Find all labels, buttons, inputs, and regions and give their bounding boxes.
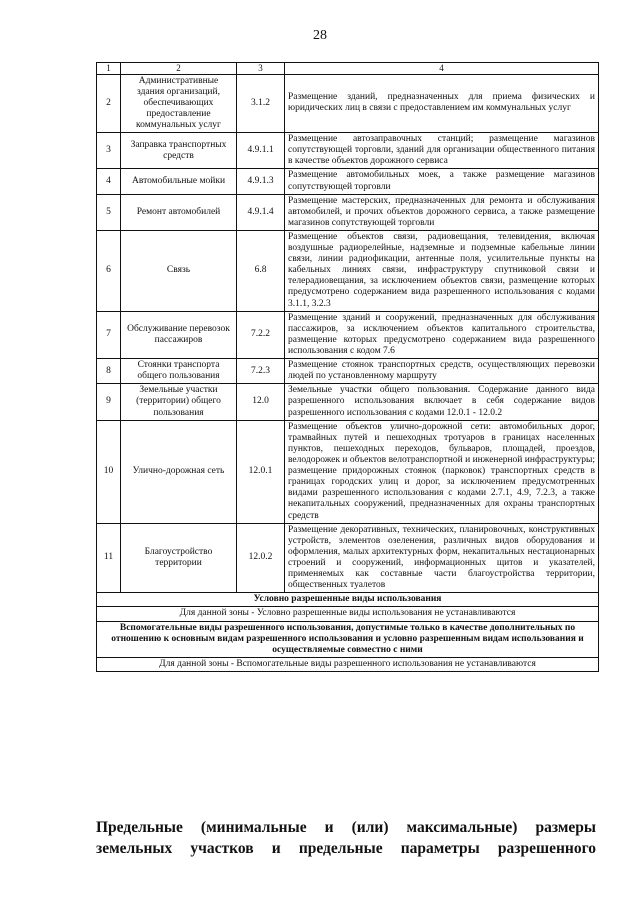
use-name: Связь	[121, 230, 237, 311]
use-name: Административные здания организаций, обеспечивающих предоставление коммунальных услуг	[121, 74, 237, 133]
use-description: Размещение зданий и сооружений, предназначенных для обслуживания пассажиров, за исключением объектов капитального строительства, размещение которых предусмотрено содержанием вида разрешенного использования с кодом 7.6	[285, 311, 599, 358]
use-name: Земельные участки (территории) общего пользования	[121, 384, 237, 420]
row-number: 4	[97, 169, 121, 194]
auxiliary-note-row	[97, 657, 599, 671]
use-name: Улично-дорожная сеть	[121, 420, 237, 523]
use-name: Автомобильные мойки	[121, 169, 237, 194]
row-number: 3	[97, 133, 121, 169]
use-description: Размещение зданий, предназначенных для приема физических и юридических лиц в связи с предоставлением им коммунальных услуг	[285, 74, 599, 133]
header-col-1: 1	[97, 63, 121, 75]
table-row	[97, 230, 599, 311]
auxiliary-heading-row	[97, 621, 599, 657]
table-row	[97, 133, 599, 169]
row-number: 11	[97, 523, 121, 593]
header-col-3: 3	[237, 63, 285, 75]
use-code: 4.9.1.4	[237, 194, 285, 230]
section-heading-line-1: Предельные (минимальные и (или) максимальные) размеры	[96, 819, 596, 836]
table-row	[97, 169, 599, 194]
use-description: Размещение автозаправочных станций; размещение магазинов сопутствующей торговли, зданий для организации общественного питания в качестве объектов дорожного сервиса	[285, 133, 599, 169]
table-row	[97, 420, 599, 523]
use-description: Размещение автомобильных моек, а также размещение магазинов сопутствующей торговли	[285, 169, 599, 194]
conditional-note-row	[97, 607, 599, 621]
row-number: 5	[97, 194, 121, 230]
section-heading-line-2: земельных участков и предельные параметры разрешенного	[96, 839, 596, 857]
use-name: Благоустройство территории	[121, 523, 237, 593]
table-row	[97, 523, 599, 593]
use-description: Размещение декоративных, технических, планировочных, конструктивных устройств, элементов озеленения, различных видов оборудования и оформления, малых архитектурных форм, некапитальных нестационарных строений и сооружений, информационных щитов и указателей, применяемых как составные части благоустройства территории, общественных туалетов	[285, 523, 599, 593]
use-code: 7.2.3	[237, 359, 285, 384]
page-number: 28	[313, 28, 327, 43]
auxiliary-note: Для данной зоны - Вспомогательные виды разрешенного использования не устанавливаются	[97, 657, 599, 671]
header-col-2: 2	[121, 63, 237, 75]
use-name: Стоянки транспорта общего пользования	[121, 359, 237, 384]
row-number: 10	[97, 420, 121, 523]
use-code: 4.9.1.3	[237, 169, 285, 194]
row-number: 7	[97, 311, 121, 358]
use-name: Заправка транспортных средств	[121, 133, 237, 169]
row-number: 6	[97, 230, 121, 311]
table-row	[97, 311, 599, 358]
conditional-note: Для данной зоны - Условно разрешенные виды использования не устанавливаются	[97, 607, 599, 621]
table-row	[97, 359, 599, 384]
use-name: Обслуживание перевозок пассажиров	[121, 311, 237, 358]
use-code: 12.0.2	[237, 523, 285, 593]
land-use-table	[96, 62, 599, 672]
row-number: 8	[97, 359, 121, 384]
use-description: Размещение мастерских, предназначенных для ремонта и обслуживания автомобилей, и прочих объектов дорожного сервиса, а также размещение магазинов сопутствующей торговли	[285, 194, 599, 230]
use-name: Ремонт автомобилей	[121, 194, 237, 230]
use-code: 12.0	[237, 384, 285, 420]
conditional-heading-row	[97, 593, 599, 607]
conditional-heading: Условно разрешенные виды использования	[97, 593, 599, 607]
use-description: Размещение стоянок транспортных средств, осуществляющих перевозки людей по установленному маршруту	[285, 359, 599, 384]
use-description: Земельные участки общего пользования. Содержание данного вида разрешенного использования включает в себя содержание видов разрешенного использования с кодами 12.0.1 - 12.0.2	[285, 384, 599, 420]
auxiliary-heading: Вспомогательные виды разрешенного использования, допустимые только в качестве дополнительных по отношению к основным видам разрешенного использования и условно разрешенным видам использования и осуществляемые совместно с ними	[97, 621, 599, 657]
header-col-4: 4	[285, 63, 599, 75]
table-row	[97, 74, 599, 133]
use-description: Размещение объектов связи, радиовещания, телевидения, включая воздушные радиорелейные, надземные и подземные кабельные линии связи, линии радиофикации, антенные поля, усилительные пункты на кабельных линиях связи, инфраструктуру спутниковой связи и телерадиовещания, за исключением объектов связи, размещение которых предусмотрено содержанием вида разрешенного использования с кодами 3.1.1, 3.2.3	[285, 230, 599, 311]
row-number: 9	[97, 384, 121, 420]
section-heading	[96, 818, 596, 860]
table-header-row	[97, 63, 599, 75]
use-code: 6.8	[237, 230, 285, 311]
table-row	[97, 384, 599, 420]
use-code: 4.9.1.1	[237, 133, 285, 169]
use-code: 7.2.2	[237, 311, 285, 358]
row-number: 2	[97, 74, 121, 133]
use-code: 3.1.2	[237, 74, 285, 133]
table-row	[97, 194, 599, 230]
use-description: Размещение объектов улично-дорожной сети: автомобильных дорог, трамвайных путей и пешеходных тротуаров в границах населенных пунктов, пешеходных переходов, бульваров, площадей, проездов, велодорожек и объектов велотранспортной и инженерной инфраструктуры; размещение придорожных стоянок (парковок) транспортных средств в границах городских улиц и дорог, за исключением предусмотренных видами разрешенного использования с кодами 2.7.1, 4.9, 7.2.3, а также некапитальных сооружений, предназначенных для охраны транспортных средств	[285, 420, 599, 523]
use-code: 12.0.1	[237, 420, 285, 523]
